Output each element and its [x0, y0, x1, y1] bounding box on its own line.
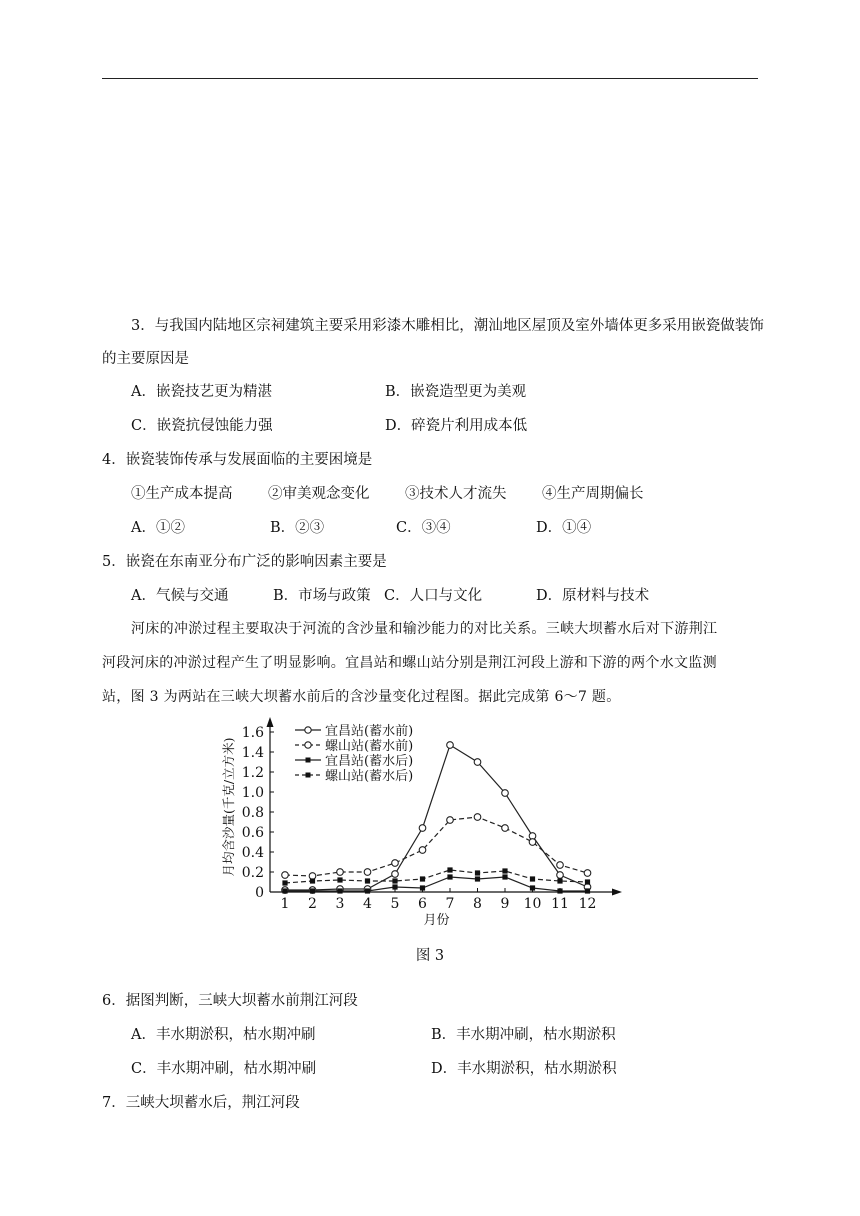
y-tick-label: 0.4	[241, 845, 264, 861]
q4-item-2: ②审美观念变化	[268, 486, 370, 502]
q7-stem: 7．三峡大坝蓄水后，荆江河段	[102, 1095, 300, 1111]
data-point	[392, 871, 399, 878]
data-point	[447, 874, 452, 879]
x-tick-label: 8	[473, 896, 482, 912]
legend-label: 宜昌站(蓄水后)	[325, 754, 414, 769]
x-tick-label: 5	[390, 896, 400, 912]
data-point	[557, 888, 562, 893]
data-point	[364, 869, 371, 876]
y-tick-label: 1.2	[241, 765, 264, 781]
legend-label: 螺山站(蓄水前)	[325, 739, 414, 754]
data-point	[337, 869, 344, 876]
q4-stem: 4．嵌瓷装饰传承与发展面临的主要困境是	[102, 452, 373, 468]
q4-option-a: A．①②	[131, 520, 185, 536]
data-point	[310, 888, 315, 893]
data-point	[420, 876, 425, 881]
q5-option-d: D．原材料与技术	[536, 588, 650, 604]
y-tick-label: 0.2	[241, 865, 264, 881]
q5-stem: 5．嵌瓷在东南亚分布广泛的影响因素主要是	[102, 554, 387, 570]
q4-option-c: C．③④	[396, 520, 451, 536]
data-point	[557, 878, 562, 883]
data-point	[502, 874, 507, 879]
data-point	[309, 873, 316, 880]
y-tick-label: 1.0	[241, 785, 264, 801]
data-point	[530, 876, 535, 881]
data-point	[585, 888, 590, 893]
legend-marker	[305, 727, 311, 733]
x-axis-label: 月份	[423, 913, 450, 928]
x-tick-label: 11	[551, 896, 569, 912]
data-point	[337, 888, 342, 893]
x-tick-label: 6	[418, 896, 427, 912]
x-tick-label: 3	[335, 896, 345, 912]
x-axis-arrow	[612, 889, 622, 896]
q6-option-b: B．丰水期冲刷，枯水期淤积	[431, 1027, 616, 1043]
data-point	[365, 878, 370, 883]
q4-item-4: ④生产周期偏长	[542, 486, 644, 502]
legend-marker	[305, 742, 311, 748]
x-tick-label: 7	[445, 896, 455, 912]
y-tick-label: 0	[255, 885, 264, 901]
y-tick-label: 0.8	[241, 805, 264, 821]
figure-caption: 图 3	[415, 948, 445, 964]
legend-marker	[306, 758, 311, 763]
y-axis-arrow	[267, 717, 274, 727]
data-point	[475, 876, 480, 881]
series-line-4	[285, 870, 588, 883]
q3-stem-line2: 的主要原因是	[102, 351, 189, 367]
q4-item-1: ①生产成本提高	[131, 486, 233, 502]
y-tick-label: 1.4	[241, 745, 264, 761]
passage-line2: 河段河床的冲淤过程产生了明显影响。宜昌站和螺山站分别是荆江河段上游和下游的两个水文监测	[102, 655, 717, 671]
y-axis-label: 月均含沙量(千克/立方米)	[221, 737, 236, 877]
data-point	[584, 870, 591, 877]
data-point	[474, 759, 481, 766]
data-point	[392, 860, 399, 867]
q3-option-d: D．碎瓷片利用成本低	[385, 418, 528, 434]
data-point	[447, 817, 454, 824]
y-tick-label: 0.6	[241, 825, 264, 841]
series-line-2	[285, 817, 588, 876]
data-point	[392, 878, 397, 883]
q3-option-b: B．嵌瓷造型更为美观	[385, 384, 527, 400]
q5-option-c: C．人口与文化	[384, 588, 483, 604]
x-tick-label: 4	[363, 896, 372, 912]
data-point	[502, 790, 509, 797]
data-point	[419, 825, 426, 832]
header-rule	[102, 78, 758, 79]
q6-option-d: D．丰水期淤积，枯水期淤积	[431, 1061, 617, 1077]
q3-option-c: C．嵌瓷抗侵蚀能力强	[131, 418, 273, 434]
data-point	[310, 878, 315, 883]
data-point	[502, 868, 507, 873]
x-tick-label: 2	[308, 896, 317, 912]
data-point	[447, 742, 454, 749]
data-point	[365, 888, 370, 893]
data-point	[502, 825, 509, 832]
data-point	[557, 872, 564, 879]
x-tick-label: 12	[578, 896, 597, 912]
data-point	[447, 867, 452, 872]
q6-option-a: A．丰水期淤积，枯水期冲刷	[131, 1027, 316, 1043]
data-point	[585, 879, 590, 884]
q5-option-b: B．市场与政策	[273, 588, 371, 604]
passage-line3: 站，图 3 为两站在三峡大坝蓄水前后的含沙量变化过程图。据此完成第 6～7 题。	[102, 689, 621, 705]
legend-label: 宜昌站(蓄水前)	[325, 724, 414, 739]
q4-item-3: ③技术人才流失	[405, 486, 507, 502]
legend-label: 螺山站(蓄水后)	[325, 769, 414, 784]
data-point	[420, 885, 425, 890]
sediment-chart	[215, 715, 625, 935]
data-point	[282, 888, 287, 893]
y-tick-label: 1.6	[241, 725, 264, 741]
q3-option-a: A．嵌瓷技艺更为精湛	[131, 384, 272, 400]
data-point	[557, 862, 564, 869]
data-point	[419, 847, 426, 854]
q3-stem-line1: 3．与我国内陆地区宗祠建筑主要采用彩漆木雕相比，潮汕地区屋顶及室外墙体更多采用嵌瓷做装饰	[131, 318, 764, 334]
q6-option-c: C．丰水期冲刷，枯水期冲刷	[131, 1061, 317, 1077]
data-point	[529, 839, 536, 846]
x-tick-label: 9	[500, 896, 510, 912]
data-point	[282, 872, 289, 879]
q4-option-d: D．①④	[536, 520, 592, 536]
q6-stem: 6．据图判断，三峡大坝蓄水前荆江河段	[102, 993, 358, 1009]
data-point	[337, 877, 342, 882]
data-point	[530, 885, 535, 890]
legend-marker	[306, 773, 311, 778]
data-point	[475, 870, 480, 875]
q5-option-a: A．气候与交通	[131, 588, 229, 604]
data-point	[282, 880, 287, 885]
x-tick-label: 10	[523, 896, 542, 912]
q4-option-b: B．②③	[270, 520, 325, 536]
data-point	[392, 884, 397, 889]
data-point	[474, 814, 481, 821]
x-tick-label: 1	[280, 896, 290, 912]
passage-line1: 河床的冲淤过程主要取决于河流的含沙量和输沙能力的对比关系。三峡大坝蓄水后对下游荆江	[131, 621, 718, 637]
